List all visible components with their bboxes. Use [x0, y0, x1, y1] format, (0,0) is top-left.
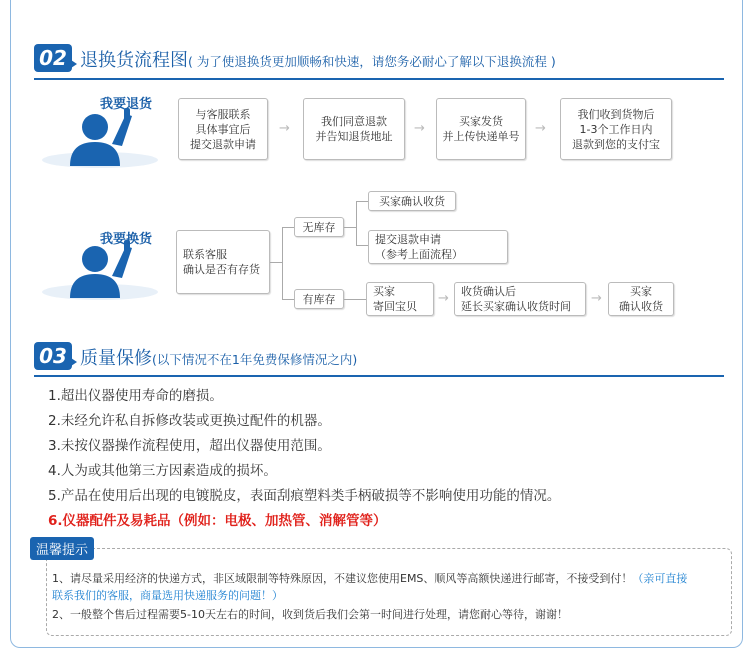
section-number: 02 [34, 44, 72, 72]
step-line: 确认收货 [619, 300, 663, 313]
step-line: 确认是否有存货 [183, 263, 260, 276]
connector [282, 299, 294, 300]
step-line: 寄回宝贝 [373, 300, 417, 313]
return-step-1 [178, 98, 268, 160]
step-line: 提交退款申请 [190, 137, 256, 151]
step-line: 收货确认后 [461, 285, 516, 298]
no-stock-confirm: 买家确认收货 [368, 191, 456, 211]
step-line: 我们收到货物后 [577, 107, 655, 121]
connector [282, 227, 283, 299]
tip-line-2: 2、一般整个售后过程需要5-10天左右的时间，收到货后我们会第一时间进行处理，请您耐心等待，谢谢！ [52, 608, 568, 621]
return-step-4 [560, 98, 672, 160]
section-number: 03 [34, 342, 72, 370]
step-line: 买家 [630, 285, 652, 298]
in-stock-tag: 有库存 [294, 289, 344, 309]
step-line: 我们同意退款 [321, 115, 387, 128]
step-line: （参考上面流程） [375, 248, 463, 261]
step-line: 退款到您的支付宝 [572, 137, 660, 151]
return-step-3 [436, 98, 526, 160]
arrow-icon: → [438, 291, 449, 306]
step-line: 并告知退货地址 [315, 130, 393, 143]
section-subtitle: (以下情况不在1年免费保修情况之内) [152, 352, 358, 367]
section-title-text: 质量保修 [80, 348, 152, 369]
return-step-2 [303, 98, 405, 160]
section-title [80, 46, 556, 72]
step-line: 提交退款申请 [375, 233, 441, 246]
tip-contact: 联系我们的客服，商量选用快递服务的问题！） [52, 589, 283, 602]
section-divider [34, 78, 724, 80]
step-line: 具体事宜后 [195, 122, 251, 136]
exchange-label: 我要换货 [100, 232, 153, 247]
return-label: 我要退货 [100, 97, 153, 112]
section-title-text: 退换货流程图 [80, 50, 188, 71]
section-title [80, 344, 357, 370]
rule-item: 1.超出仪器使用寿命的磨损。 [48, 388, 223, 404]
section-subtitle: ( 为了使退换货更加顺畅和快速，请您务必耐心了解以下退换流程 ) [188, 54, 556, 69]
no-stock-tag: 无库存 [294, 217, 344, 237]
rule-item: 5.产品在使用后出现的电镀脱皮，表面刮痕塑料类手柄破损等不影响使用功能的情况。 [48, 488, 561, 504]
connector [344, 299, 366, 300]
connector [356, 201, 357, 245]
rule-item: 4.人为或其他第三方因素造成的损坏。 [48, 463, 277, 479]
connector [356, 201, 368, 202]
in-stock-step-3 [608, 282, 674, 316]
connector [344, 227, 356, 228]
arrow-icon: → [414, 121, 425, 136]
no-stock-refund [368, 230, 508, 264]
step-line: 并上传快递单号 [442, 130, 520, 143]
step-line: 延长买家确认收货时间 [461, 300, 571, 313]
rule-item: 2.未经允许私自拆修改装或更换过配件的机器。 [48, 413, 331, 429]
arrow-icon: → [279, 121, 290, 136]
tip-text: 1、请尽量采用经济的快递方式，非区域限制等特殊原因，不建议您使用EMS、顺风等高额快递进行邮寄，不接受到付！ [52, 572, 633, 585]
step-line: 买家发货 [459, 115, 503, 128]
in-stock-step-1 [366, 282, 434, 316]
step-line: 1-3个工作日内 [579, 122, 653, 136]
rule-item-highlight: 6.仪器配件及易耗品（例如：电极、加热管、消解管等） [48, 513, 387, 529]
rule-item: 3.未按仪器操作流程使用，超出仪器使用范围。 [48, 438, 331, 454]
in-stock-step-2 [454, 282, 586, 316]
step-line: 买家 [373, 285, 395, 298]
section-divider [34, 375, 724, 377]
connector [270, 262, 282, 263]
connector [356, 245, 368, 246]
connector [282, 227, 294, 228]
arrow-icon: → [591, 291, 602, 306]
step-line: 与客服联系 [195, 107, 251, 121]
step-line: 联系客服 [183, 248, 227, 261]
tip-line-1 [52, 570, 728, 604]
exchange-start [176, 230, 270, 294]
tip-contact: （亲可直接 [632, 572, 688, 585]
tips-tag: 温馨提示 [30, 537, 94, 560]
arrow-icon: → [535, 121, 546, 136]
